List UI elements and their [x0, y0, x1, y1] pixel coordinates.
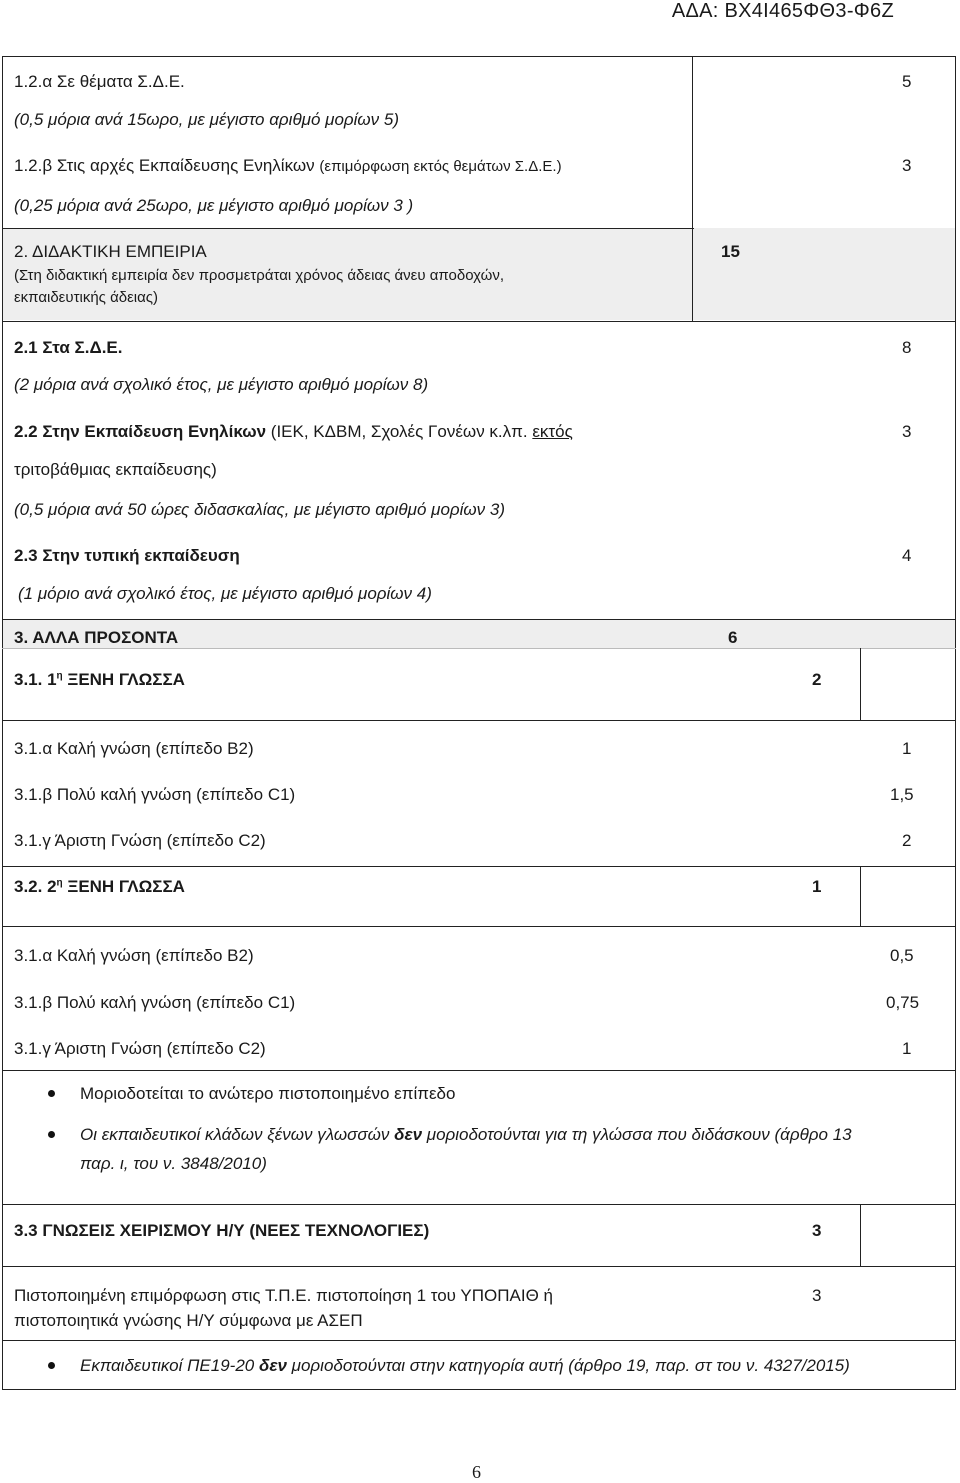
item-3-2b-label: 3.1.β Πολύ καλή γνώση (επίπεδο C1) [14, 993, 296, 1012]
item-2-3-title: 2.3 Στην τυπική εκπαίδευση [14, 546, 240, 565]
item-3-2a-points: 0,5 [890, 946, 914, 965]
row-divider [2, 1340, 956, 1341]
item-3-1c-points: 2 [902, 831, 912, 850]
row-divider [2, 926, 956, 927]
section-3-points: 6 [728, 628, 738, 647]
item-3-2a-label: 3.1.α Καλή γνώση (επίπεδο Β2) [14, 946, 254, 965]
note-bullet-1: Μοριοδοτείται το ανώτερο πιστοποιημένο επίπεδο [80, 1084, 456, 1103]
item-2-3-points: 4 [902, 546, 912, 565]
item-1-2b-title [14, 156, 562, 176]
column-divider [860, 1204, 861, 1266]
item-2-2-points: 3 [902, 422, 912, 441]
note-bullet-3 [80, 1356, 850, 1376]
item-3-1-title-number: 3.1. 1 [14, 670, 57, 689]
item-3-1a-label: 3.1.α Καλή γνώση (επίπεδο Β2) [14, 739, 254, 758]
row-divider [2, 648, 956, 649]
item-3-1b-points: 1,5 [890, 785, 914, 804]
item-3-1c-label: 3.1.γ Άριστη Γνώση (επίπεδο C2) [14, 831, 266, 850]
note-bullet-2-line2: παρ. ι, του ν. 3848/2010) [80, 1154, 267, 1173]
ada-code: ΑΔΑ: ΒΧ4Ι465ΦΘ3-Φ6Ζ [671, 0, 894, 22]
item-1-2b-description: (0,25 μόρια ανά 25ωρο, με μέγιστο αριθμό μορίων 3 ) [14, 196, 414, 215]
certification-points: 3 [812, 1286, 822, 1305]
item-1-2a-description: (0,5 μόρια ανά 15ωρο, με μέγιστο αριθμό μορίων 5) [14, 110, 400, 129]
section-3-title: 3. ΑΛΛΑ ΠΡΟΣΟΝΤΑ [14, 628, 179, 647]
note-bullet-3-part2: μοριοδοτούνται στην κατηγορία αυτή (άρθρο 19, παρ. στ του ν. 4327/2015) [286, 1356, 850, 1375]
item-1-2b-title-text: 1.2.β Στις αρχές Εκπαίδευσης Ενηλίκων [14, 156, 315, 175]
row-divider [2, 228, 694, 229]
item-2-1-points: 8 [902, 338, 912, 357]
bullet-icon [48, 1362, 55, 1369]
item-2-2-title-bold: 2.2 Στην Εκπαίδευση Ενηλίκων [14, 422, 267, 441]
item-3-2b-points: 0,75 [886, 993, 920, 1012]
section-2-note-line1: (Στη διδακτική εμπειρία δεν προσμετράται χρόνος άδειας άνευ αποδοχών, [14, 267, 505, 284]
item-3-2-title [14, 877, 185, 897]
column-divider-top [692, 56, 693, 322]
row-divider [2, 1070, 956, 1071]
row-divider [2, 321, 956, 322]
note-bullet-3-emphasis: δεν [258, 1356, 287, 1375]
page-number: 6 [472, 1462, 481, 1482]
column-divider [860, 648, 861, 720]
row-divider [2, 866, 956, 867]
section-2-title: 2. ΔΙΔΑΚΤΙΚΗ ΕΜΠΕΙΡΙΑ [14, 242, 207, 261]
section-3-3-title: 3.3 ΓΝΩΣΕΙΣ ΧΕΙΡΙΣΜΟΥ Η/Υ (ΝΕΕΣ ΤΕΧΝΟΛΟΓΙΕΣ) [14, 1221, 430, 1240]
item-3-1-points: 2 [812, 670, 822, 689]
item-3-1b-label: 3.1.β Πολύ καλή γνώση (επίπεδο C1) [14, 785, 296, 804]
item-3-2-title-text: ΞΕΝΗ ΓΛΩΣΣΑ [62, 877, 185, 896]
item-3-2-superscript: η [56, 877, 63, 889]
bullet-icon [48, 1090, 55, 1097]
item-2-1-title: 2.1 Στα Σ.Δ.Ε. [14, 338, 123, 357]
item-3-1a-points: 1 [902, 739, 912, 758]
item-2-2-description: (0,5 μόρια ανά 50 ώρες διδασκαλίας, με μέγιστο αριθμό μορίων 3) [14, 500, 505, 519]
item-3-1-title-text: ΞΕΝΗ ΓΛΩΣΣΑ [62, 670, 185, 689]
item-2-2-line2: τριτοβάθμιας εκπαίδευσης) [14, 460, 217, 479]
item-3-2-title-number: 3.2. 2 [14, 877, 57, 896]
item-3-2c-label: 3.1.γ Άριστη Γνώση (επίπεδο C2) [14, 1039, 266, 1058]
item-1-2b-note: (επιμόρφωση εκτός θεμάτων Σ.Δ.Ε.) [319, 158, 562, 175]
row-divider [2, 619, 956, 620]
item-1-2a-title: 1.2.α Σε θέματα Σ.Δ.Ε. [14, 72, 185, 91]
certification-line2: πιστοποιητικά γνώσης Η/Υ σύμφωνα με ΑΣΕΠ [14, 1311, 363, 1330]
item-3-2c-points: 1 [902, 1039, 912, 1058]
row-divider [2, 720, 956, 721]
note-bullet-2 [80, 1125, 852, 1145]
item-1-2b-points: 3 [902, 156, 912, 175]
note-bullet-3-part1: Εκπαιδευτικοί ΠΕ19-20 [80, 1356, 259, 1375]
row-divider [2, 1204, 956, 1205]
item-2-1-description: (2 μόρια ανά σχολικό έτος, με μέγιστο αριθμό μορίων 8) [14, 375, 429, 394]
item-2-3-description: (1 μόριο ανά σχολικό έτος, με μέγιστο αριθμό μορίων 4) [18, 584, 432, 603]
column-divider [860, 866, 861, 926]
bullet-icon [48, 1131, 55, 1138]
certification-line1: Πιστοποιημένη επιμόρφωση στις Τ.Π.Ε. πιστοποίηση 1 του ΥΠΟΠΑΙΘ ή [14, 1286, 553, 1305]
item-3-1-superscript: η [56, 670, 63, 682]
note-bullet-2-part1: Οι εκπαιδευτικοί κλάδων ξένων γλωσσών [80, 1125, 395, 1144]
item-2-2-title [14, 422, 573, 442]
section-2-points: 15 [721, 242, 740, 261]
note-bullet-2-emphasis: δεν [394, 1125, 423, 1144]
item-2-2-title-rest: (ΙΕΚ, ΚΔΒΜ, Σχολές Γονέων κ.λπ. [270, 422, 528, 441]
note-bullet-2-part2: μοριοδοτούνται για τη γλώσσα που διδάσκουν (άρθρο 13 [422, 1125, 852, 1144]
section-3-3-points: 3 [812, 1221, 822, 1240]
item-2-2-title-underlined: εκτός [532, 422, 573, 441]
item-3-2-points: 1 [812, 877, 822, 896]
section-2-note-line2: εκπαιδευτικής άδειας) [14, 289, 159, 306]
row-divider [2, 1266, 956, 1267]
item-1-2a-points: 5 [902, 72, 912, 91]
item-3-1-title [14, 670, 185, 690]
